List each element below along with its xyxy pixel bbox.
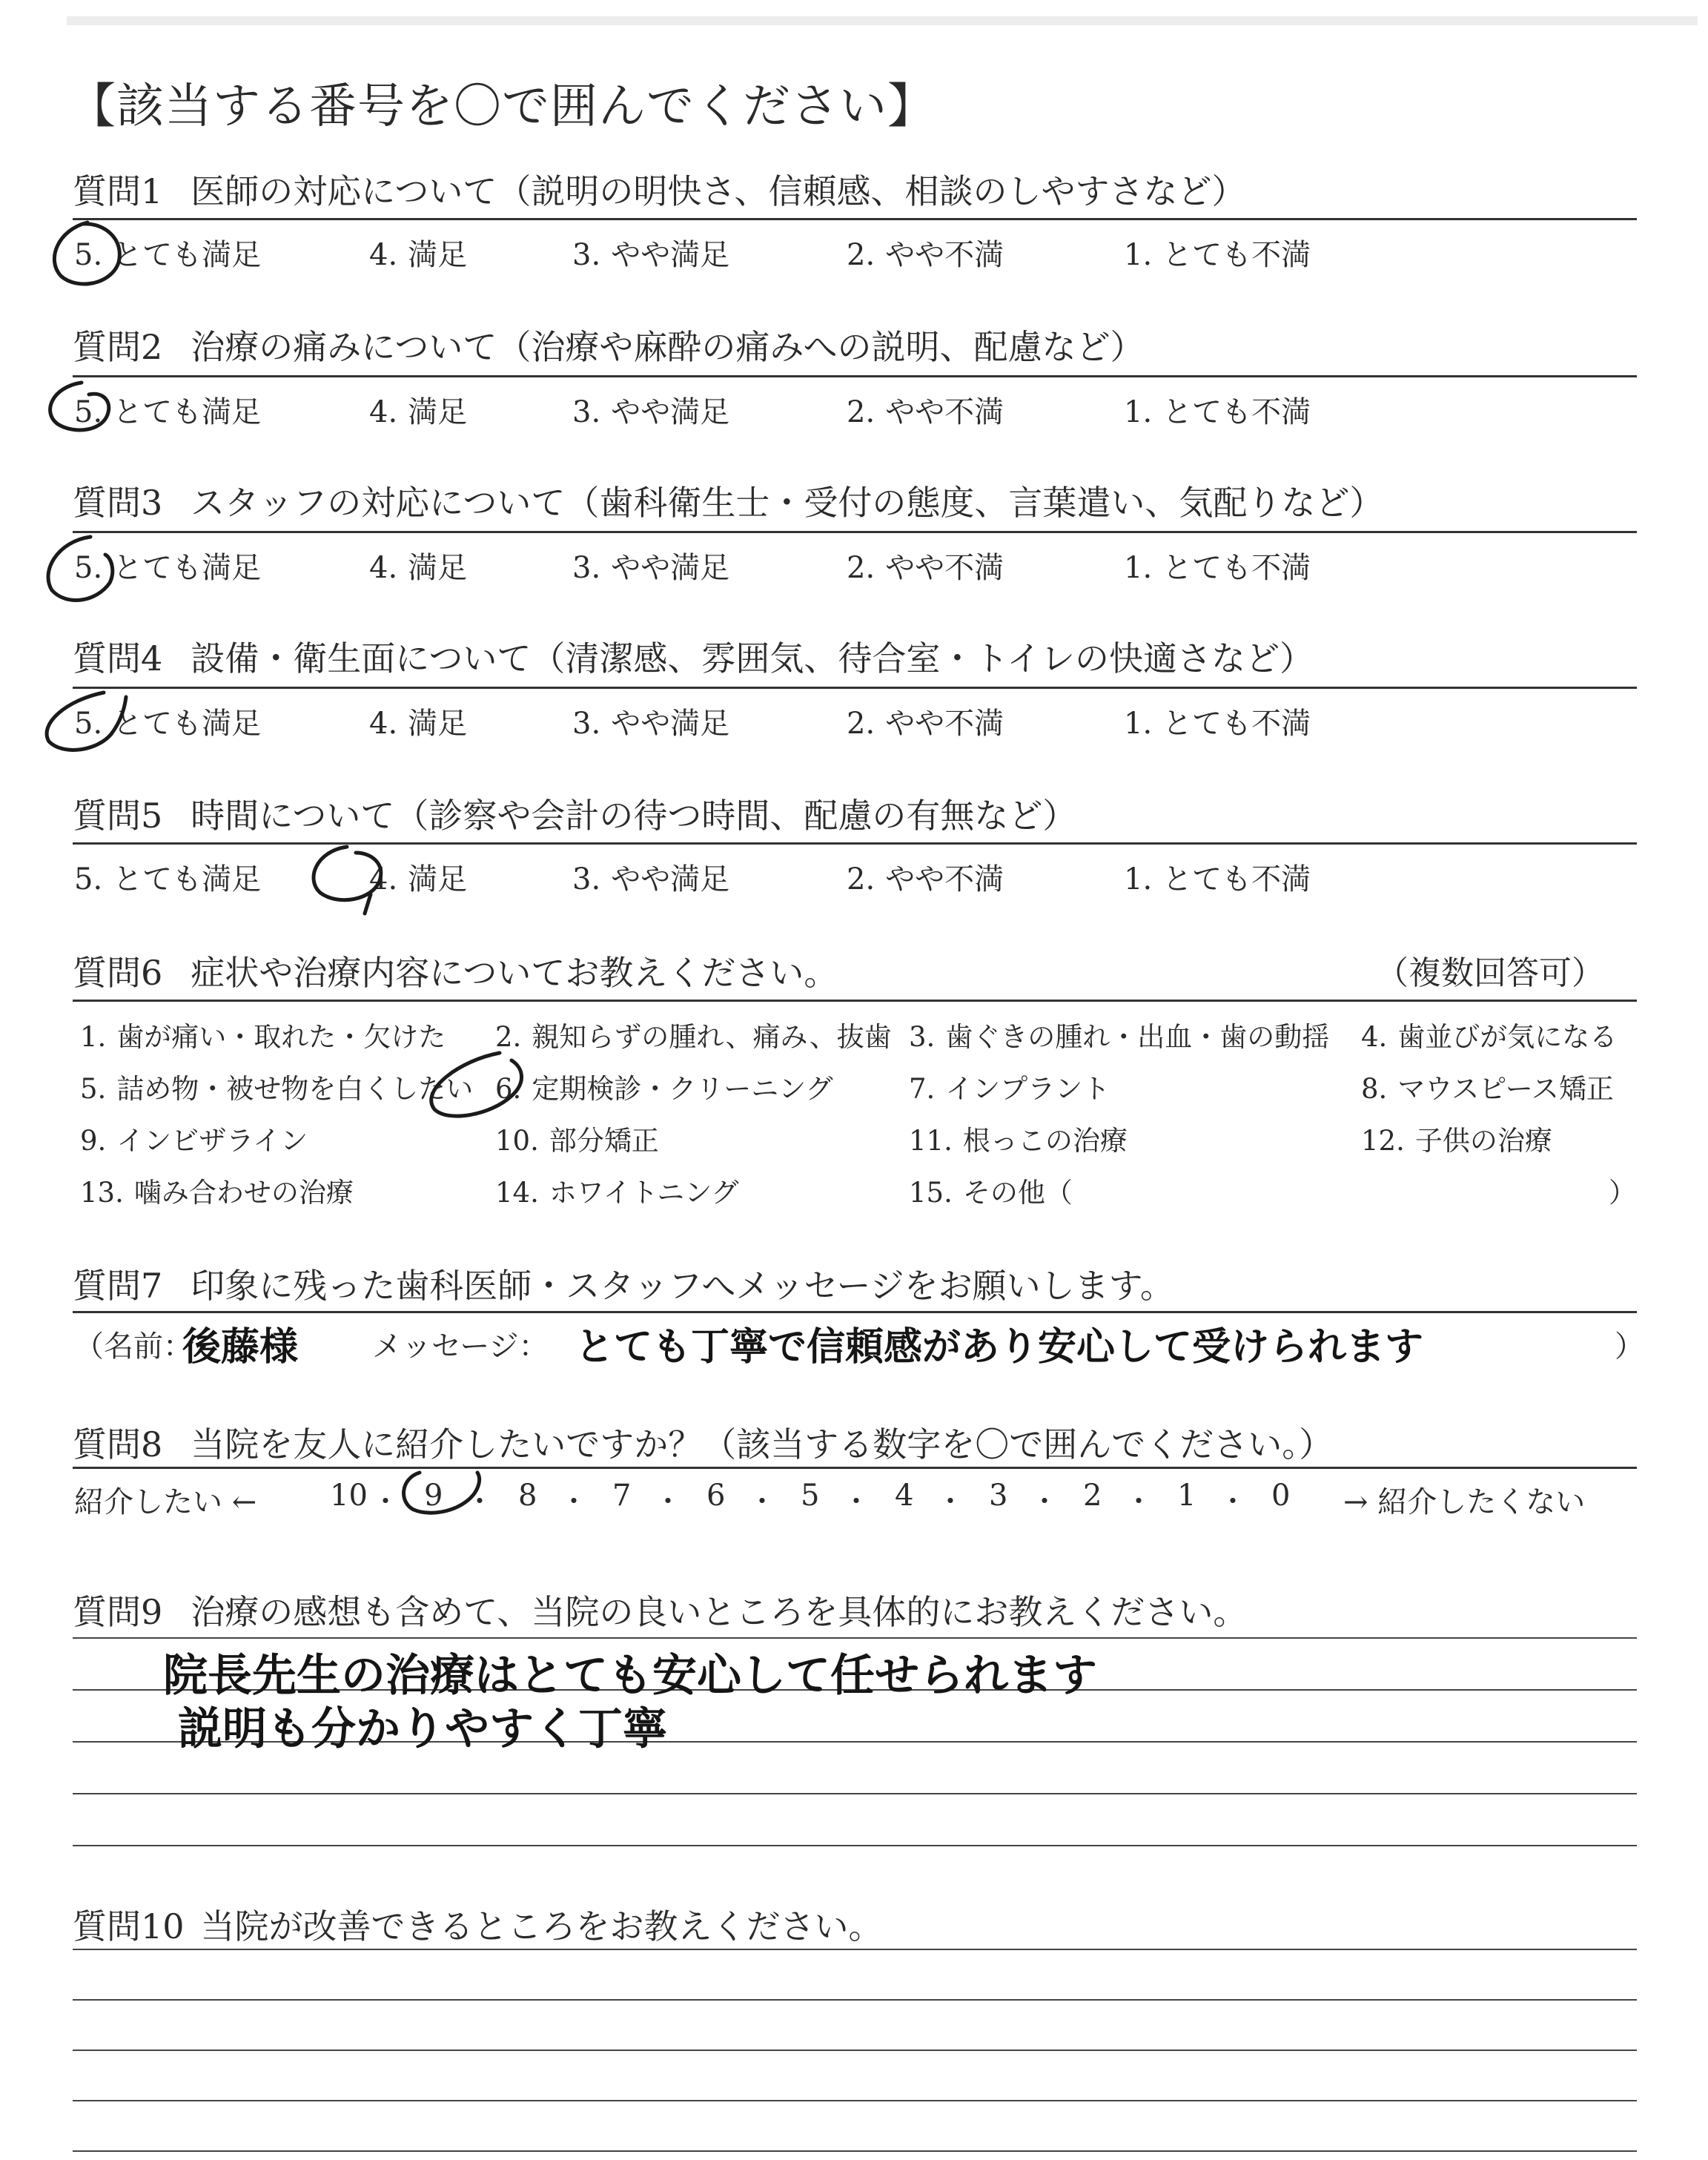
rating-option-3[interactable]: 3. やや満足 <box>572 862 730 896</box>
scale-value-2[interactable]: 2 <box>1083 1479 1102 1513</box>
other-close-paren: ） <box>1609 1177 1636 1209</box>
question-number: 質問5 <box>73 796 163 836</box>
rating-option-3[interactable]: 3. やや満足 <box>572 395 730 429</box>
scale-value-4[interactable]: 4 <box>895 1479 914 1513</box>
rating-option-2[interactable]: 2. やや不満 <box>847 238 1004 272</box>
question-number: 質問2 <box>73 327 163 367</box>
rating-option-1[interactable]: 1. とても不満 <box>1124 395 1311 429</box>
scale-left-label: 紹介したい ← <box>74 1485 257 1519</box>
selection-circle-q5 <box>314 847 381 914</box>
scale-separator: ・ <box>1125 1485 1153 1518</box>
scale-value-6[interactable]: 6 <box>706 1479 726 1513</box>
question-number: 質問6 <box>73 953 163 993</box>
question-number: 質問10 <box>73 1906 185 1946</box>
symptom-option-4[interactable]: 4. 歯並びが気になる <box>1361 1021 1618 1053</box>
scale-separator: ・ <box>936 1485 965 1518</box>
question-text: 医師の対応について（説明の明快さ、信頼感、相談のしやすさなど） <box>191 171 1246 211</box>
scale-separator: ・ <box>654 1485 683 1518</box>
rating-option-1[interactable]: 1. とても不満 <box>1124 862 1311 896</box>
scale-value-5[interactable]: 5 <box>801 1479 820 1513</box>
rating-option-5[interactable]: 5. とても満足 <box>74 238 262 272</box>
name-label: （名前： <box>74 1330 193 1364</box>
scale-right-label: → 紹介したくない <box>1343 1485 1586 1519</box>
multiple-answer-note: （複数回答可） <box>1376 954 1604 992</box>
symptom-option-13[interactable]: 13. 噛み合わせの治療 <box>80 1177 354 1209</box>
question-number: 質問3 <box>73 483 163 523</box>
question-text: 治療の感想も含めて、当院の良いところを具体的にお教えください。 <box>191 1592 1248 1632</box>
rating-option-2[interactable]: 2. やや不満 <box>847 395 1004 429</box>
question-number: 質問4 <box>73 638 163 678</box>
scale-value-1[interactable]: 1 <box>1177 1479 1196 1513</box>
symptom-option-12[interactable]: 12. 子供の治療 <box>1361 1125 1552 1157</box>
scale-value-9[interactable]: 9 <box>424 1479 443 1513</box>
question-text: 時間について（診察や会計の待つ時間、配慮の有無など） <box>191 796 1077 836</box>
question-text: 当院を友人に紹介したいですか？（該当する数字を〇で囲んでください。） <box>191 1424 1334 1464</box>
rating-option-5[interactable]: 5. とても満足 <box>74 551 262 585</box>
rating-option-3[interactable]: 3. やや満足 <box>572 238 730 272</box>
scale-value-0[interactable]: 0 <box>1271 1479 1291 1513</box>
scale-separator: ・ <box>1030 1485 1059 1518</box>
selection-circle-q3 <box>48 537 113 600</box>
rating-option-1[interactable]: 1. とても不満 <box>1124 551 1311 585</box>
rating-option-1[interactable]: 1. とても不満 <box>1124 707 1311 741</box>
message-close-paren: ） <box>1615 1330 1644 1364</box>
scale-separator: ・ <box>1219 1485 1248 1518</box>
rating-option-2[interactable]: 2. やや不満 <box>847 862 1004 896</box>
message-label: メッセージ： <box>372 1330 549 1364</box>
scale-value-7[interactable]: 7 <box>612 1479 632 1513</box>
selection-circle-q6 <box>431 1053 522 1116</box>
question-text: 治療の痛みについて（治療や麻酔の痛みへの説明、配慮など） <box>191 327 1145 367</box>
symptom-option-8[interactable]: 8. マウスピース矯正 <box>1361 1073 1614 1105</box>
selection-circle-q1 <box>54 222 119 284</box>
scale-separator: ・ <box>466 1485 494 1518</box>
answer-handwritten-line-2[interactable]: 説明も分かりやすく丁寧 <box>178 1703 667 1755</box>
question-text: 当院が改善できるところをお教えください。 <box>200 1906 883 1946</box>
rating-option-1[interactable]: 1. とても不満 <box>1124 238 1311 272</box>
rating-option-3[interactable]: 3. やや満足 <box>572 707 730 741</box>
symptom-option-14[interactable]: 14. ホワイトニング <box>495 1177 739 1209</box>
symptom-option-10[interactable]: 10. 部分矯正 <box>495 1125 659 1157</box>
question-number: 質問9 <box>73 1592 163 1632</box>
answer-handwritten-line-1[interactable]: 院長先生の治療はとても安心して任せられます <box>163 1650 1097 1702</box>
rating-option-4[interactable]: 4. 満足 <box>369 862 468 896</box>
rating-option-3[interactable]: 3. やや満足 <box>572 551 730 585</box>
scale-separator: ・ <box>560 1485 589 1518</box>
question-number: 質問7 <box>73 1266 163 1306</box>
selection-circle-q2 <box>50 383 109 430</box>
question-number: 質問1 <box>73 171 163 211</box>
rating-option-2[interactable]: 2. やや不満 <box>847 707 1004 741</box>
rating-option-5[interactable]: 5. とても満足 <box>74 395 262 429</box>
scale-separator: ・ <box>842 1485 871 1518</box>
symptom-option-5[interactable]: 5. 詰め物・被せ物を白くしたい <box>80 1073 474 1105</box>
symptom-option-2[interactable]: 2. 親知らずの腫れ、痛み、抜歯 <box>495 1021 892 1053</box>
message-handwritten[interactable]: とても丁寧で信頼感があり安心して受けられます <box>575 1325 1424 1370</box>
symptom-option-6[interactable]: 6. 定期検診・クリーニング <box>495 1073 833 1105</box>
rating-option-5[interactable]: 5. とても満足 <box>74 862 262 896</box>
form-title: 【該当する番号を〇で囲んでください】 <box>68 79 936 134</box>
name-handwritten[interactable]: 後藤様 <box>182 1325 299 1370</box>
scale-value-8[interactable]: 8 <box>518 1479 537 1513</box>
selection-circle-q4 <box>47 693 126 750</box>
rating-option-4[interactable]: 4. 満足 <box>369 395 468 429</box>
question-number: 質問8 <box>73 1424 163 1464</box>
symptom-option-7[interactable]: 7. インプラント <box>909 1073 1110 1105</box>
selection-circle-q8 <box>404 1473 480 1513</box>
rating-option-4[interactable]: 4. 満足 <box>369 707 468 741</box>
symptom-option-3[interactable]: 3. 歯ぐきの腫れ・出血・歯の動揺 <box>909 1021 1330 1053</box>
rating-option-5[interactable]: 5. とても満足 <box>74 707 262 741</box>
question-text: 設備・衛生面について（清潔感、雰囲気、待合室・トイレの快適さなど） <box>191 638 1314 678</box>
symptom-option-1[interactable]: 1. 歯が痛い・取れた・欠けた <box>80 1021 446 1053</box>
symptom-option-15[interactable]: 15. その他（ <box>909 1177 1073 1209</box>
rating-option-4[interactable]: 4. 満足 <box>369 551 468 585</box>
scale-separator: ・ <box>748 1485 777 1518</box>
question-text: 印象に残った歯科医師・スタッフへメッセージをお願いします。 <box>191 1266 1174 1306</box>
scale-separator: ・ <box>371 1485 400 1518</box>
scale-value-10[interactable]: 10 <box>330 1479 368 1513</box>
symptom-option-11[interactable]: 11. 根っこの治療 <box>909 1125 1128 1157</box>
rating-option-4[interactable]: 4. 満足 <box>369 238 468 272</box>
question-text: スタッフの対応について（歯科衛生士・受付の態度、言葉遣い、気配りなど） <box>191 483 1384 523</box>
rating-option-2[interactable]: 2. やや不満 <box>847 551 1004 585</box>
symptom-option-9[interactable]: 9. インビザライン <box>80 1125 308 1157</box>
scale-value-3[interactable]: 3 <box>989 1479 1008 1513</box>
question-text: 症状や治療内容についてお教えください。 <box>191 953 838 993</box>
